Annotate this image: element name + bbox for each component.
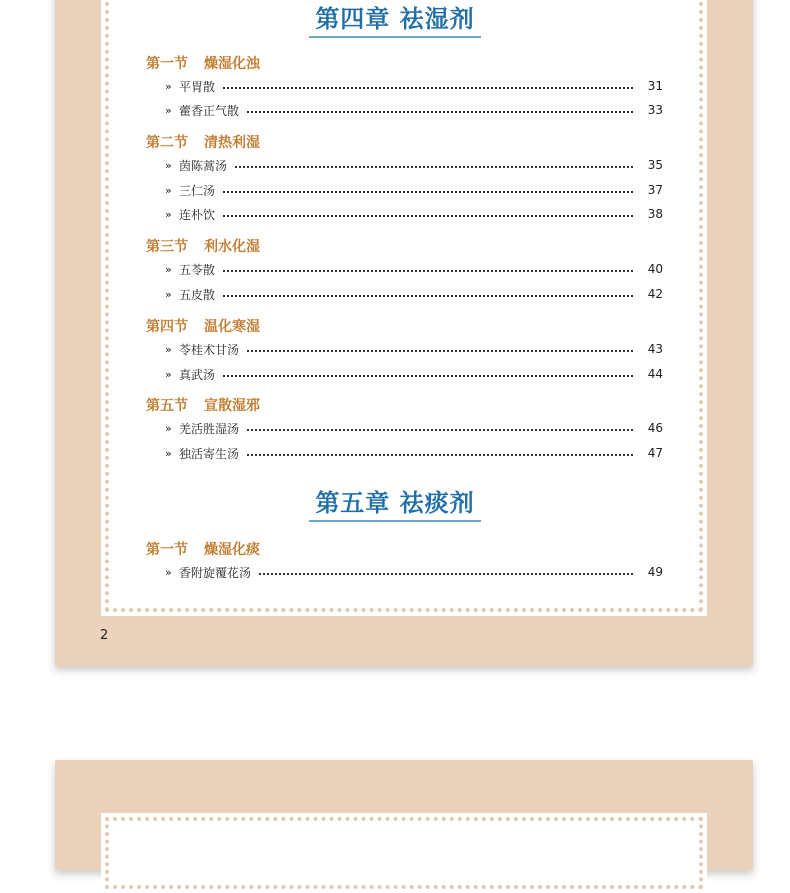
dot-leader [223,375,633,377]
entry-page: 35 [647,158,663,172]
dot-leader [223,215,633,217]
entry-page: 37 [647,183,663,197]
entry-name: 五皮散 [179,287,216,302]
entry-marker: » [165,342,172,356]
toc-entry[interactable] [165,445,663,461]
toc-entry[interactable] [165,157,663,173]
entry-page: 31 [647,79,663,93]
toc-entry[interactable] [165,286,663,302]
entry-name: 苓桂术甘汤 [179,342,240,357]
chapter-title: 第四章 祛湿剂 [309,4,480,38]
page-number: 2 [100,628,109,643]
chapter-heading [0,488,790,522]
dot-leader [223,87,633,89]
dot-leader [247,429,633,431]
entry-page: 33 [647,103,663,117]
entry-name: 羌活胜湿汤 [179,421,240,436]
section-heading [146,316,260,336]
entry-name: 连朴饮 [179,207,216,222]
entry-marker: » [165,421,172,435]
entry-page: 38 [647,207,663,221]
section-label: 第三节 [146,239,188,255]
entry-page: 43 [647,342,663,356]
section-label: 第五节 [146,398,188,414]
section-name: 清热利湿 [204,135,260,151]
toc-entry[interactable] [165,182,663,198]
entry-marker: » [165,158,172,172]
section-heading [146,53,260,73]
toc-entry[interactable] [165,261,663,277]
dot-leader [247,454,633,456]
dot-leader [223,191,633,193]
entry-marker: » [165,103,172,117]
entry-marker: » [165,367,172,381]
entry-page: 42 [647,287,663,301]
toc-entry[interactable] [165,420,663,436]
entry-name: 香附旋覆花汤 [179,565,252,580]
toc-entry[interactable] [165,206,663,222]
chapter-title: 第五章 祛痰剂 [309,488,480,522]
entry-marker: » [165,565,172,579]
entry-name: 平胃散 [179,79,216,94]
entry-marker: » [165,183,172,197]
section-label: 第二节 [146,135,188,151]
entry-marker: » [165,287,172,301]
dot-leader [223,270,633,272]
entry-name: 五苓散 [179,262,216,277]
entry-page: 49 [647,565,663,579]
toc-page-2 [55,760,753,870]
entry-page: 46 [647,421,663,435]
dot-leader [223,295,633,297]
entry-name: 茵陈蒿汤 [179,158,228,173]
entry-name: 藿香正气散 [179,103,240,118]
entry-page: 40 [647,262,663,276]
decorative-border [105,817,703,889]
section-name: 燥湿化浊 [204,56,260,72]
entry-marker: » [165,262,172,276]
section-name: 利水化湿 [204,239,260,255]
dot-leader [247,350,633,352]
section-heading [146,395,260,415]
section-label: 第一节 [146,542,188,558]
toc-entry[interactable] [165,341,663,357]
entry-page: 44 [647,367,663,381]
toc-entry[interactable] [165,564,663,580]
section-name: 宣散湿邪 [204,398,260,414]
section-name: 温化寒湿 [204,319,260,335]
section-heading [146,236,260,256]
toc-entry[interactable] [165,366,663,382]
entry-page: 47 [647,446,663,460]
entry-name: 真武汤 [179,367,216,382]
section-heading [146,539,260,559]
entry-marker: » [165,446,172,460]
entry-name: 三仁汤 [179,183,216,198]
dot-leader [259,573,633,575]
section-name: 燥湿化痰 [204,542,260,558]
section-label: 第一节 [146,56,188,72]
toc-entry[interactable] [165,102,663,118]
section-heading [146,132,260,152]
page-content-area [101,813,707,893]
entry-name: 独活寄生汤 [179,446,240,461]
entry-marker: » [165,207,172,221]
dot-leader [235,166,633,168]
toc-entry[interactable] [165,78,663,94]
section-label: 第四节 [146,319,188,335]
dot-leader [247,111,633,113]
chapter-heading [0,4,790,38]
entry-marker: » [165,79,172,93]
